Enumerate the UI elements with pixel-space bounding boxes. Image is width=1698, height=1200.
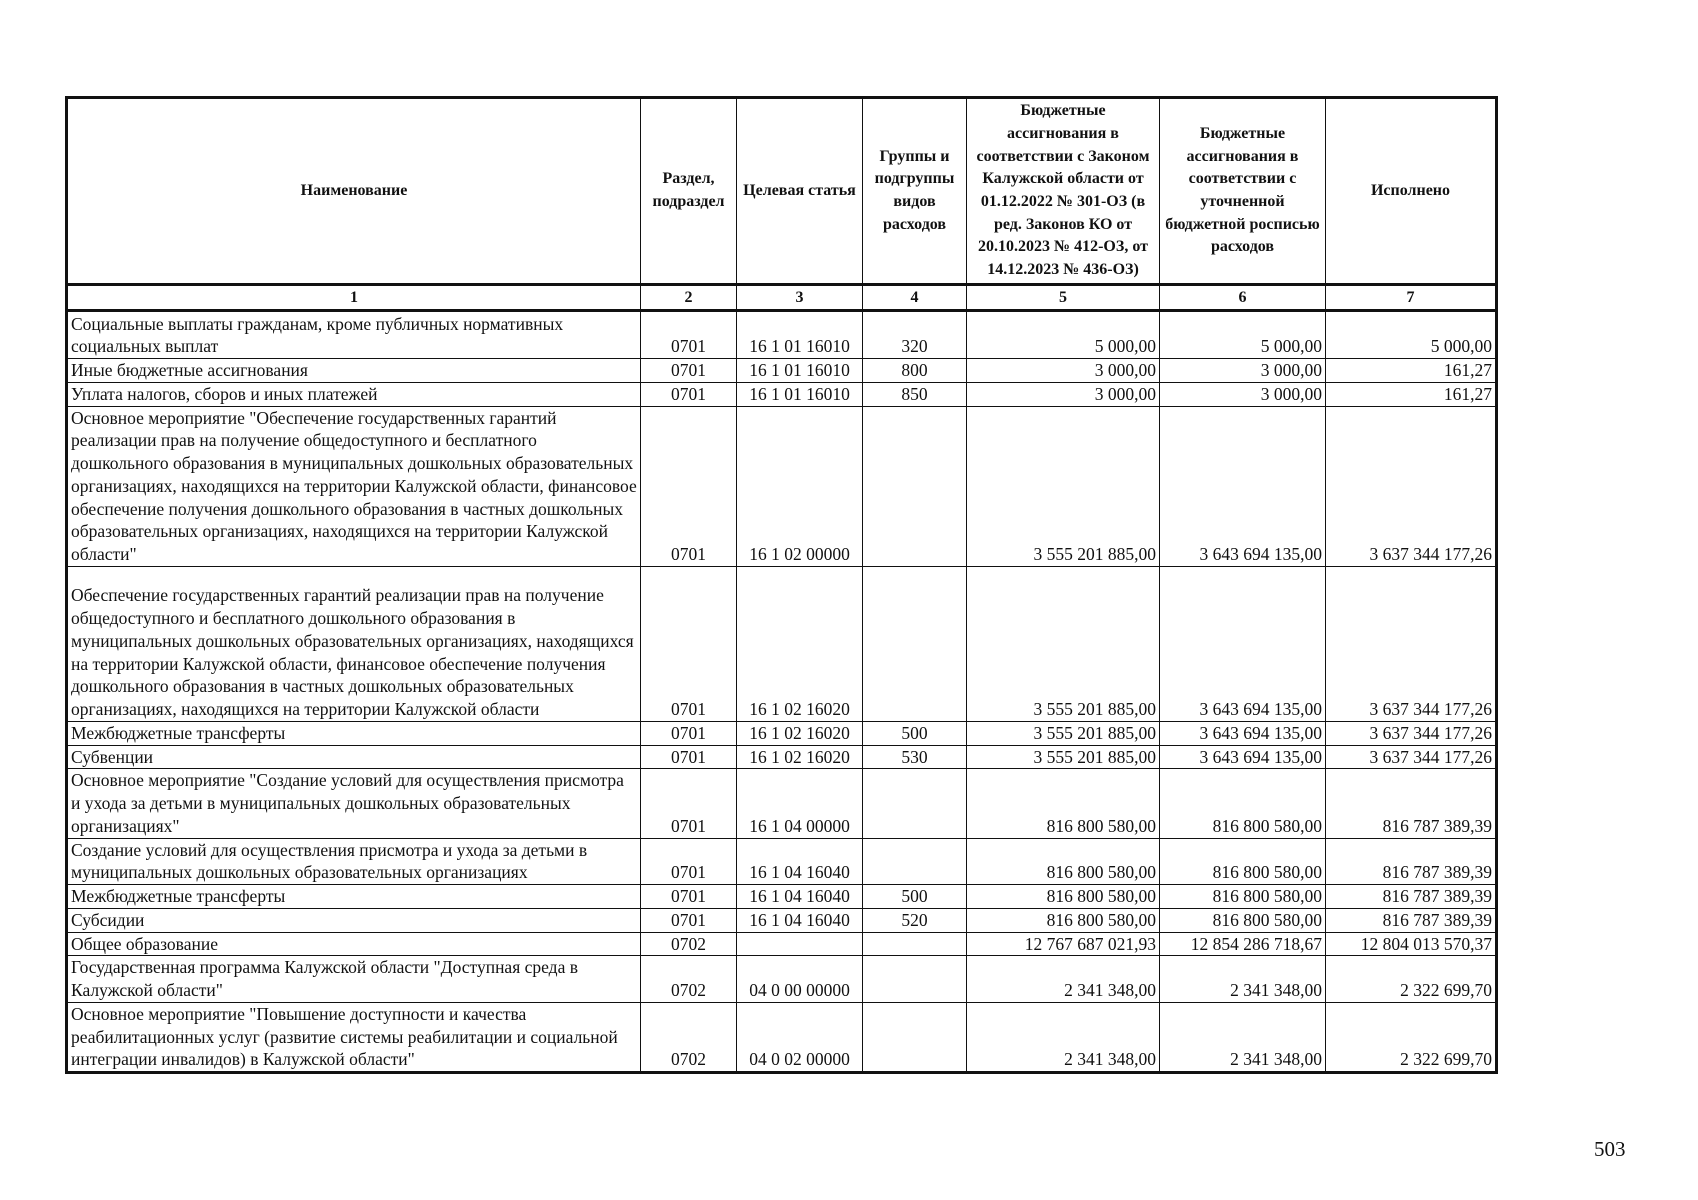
row-refined-amount: 3 643 694 135,00: [1160, 406, 1326, 566]
table-row: [67, 745, 1497, 769]
row-section-code: 0702: [641, 956, 737, 1003]
row-refined-amount: 3 643 694 135,00: [1160, 721, 1326, 745]
row-name: Субсидии: [67, 908, 641, 932]
row-executed-amount: 161,27: [1326, 359, 1497, 383]
row-name: Межбюджетные трансферты: [67, 721, 641, 745]
row-section-code: 0701: [641, 885, 737, 909]
column-number: 6: [1160, 285, 1326, 311]
row-executed-amount: 2 322 699,70: [1326, 956, 1497, 1003]
header-section: Раздел, подраздел: [641, 98, 737, 285]
row-expense-group: [863, 769, 967, 838]
row-law-amount: 2 341 348,00: [967, 956, 1160, 1003]
row-law-amount: 3 555 201 885,00: [967, 566, 1160, 721]
table-row: [67, 838, 1497, 885]
row-target-article: 16 1 01 16010: [737, 359, 863, 383]
row-executed-amount: 816 787 389,39: [1326, 769, 1497, 838]
row-expense-group: [863, 838, 967, 885]
row-expense-group: [863, 956, 967, 1003]
row-law-amount: 3 000,00: [967, 359, 1160, 383]
header-law-allocations: Бюджетные ассигнования в соответствии с Законом Калужской области от 01.12.2022 № 301-ОЗ (в ред. Законов КО от 20.10.2023 № 412-ОЗ, от 14.12.2023 № 436-ОЗ): [967, 98, 1160, 285]
row-section-code: 0701: [641, 838, 737, 885]
row-target-article: 16 1 04 16040: [737, 885, 863, 909]
row-section-code: 0702: [641, 932, 737, 956]
row-target-article: 04 0 02 00000: [737, 1002, 863, 1072]
row-name: Субвенции: [67, 745, 641, 769]
row-executed-amount: 12 804 013 570,37: [1326, 932, 1497, 956]
row-executed-amount: 816 787 389,39: [1326, 908, 1497, 932]
row-refined-amount: 3 643 694 135,00: [1160, 745, 1326, 769]
table-row: [67, 566, 1497, 721]
row-target-article: 16 1 02 16020: [737, 745, 863, 769]
row-name: Межбюджетные трансферты: [67, 885, 641, 909]
row-name: Государственная программа Калужской области "Доступная среда в Калужской области": [67, 956, 641, 1003]
header-refined-allocations: Бюджетные ассигнования в соответствии с уточненной бюджетной росписью расходов: [1160, 98, 1326, 285]
column-number: 3: [737, 285, 863, 311]
row-law-amount: 3 000,00: [967, 382, 1160, 406]
row-executed-amount: 3 637 344 177,26: [1326, 566, 1497, 721]
row-law-amount: 3 555 201 885,00: [967, 406, 1160, 566]
row-section-code: 0701: [641, 359, 737, 383]
row-law-amount: 2 341 348,00: [967, 1002, 1160, 1072]
header-target-article: Целевая статья: [737, 98, 863, 285]
row-expense-group: [863, 1002, 967, 1072]
row-law-amount: 3 555 201 885,00: [967, 721, 1160, 745]
row-section-code: 0701: [641, 721, 737, 745]
row-target-article: 16 1 04 00000: [737, 769, 863, 838]
row-refined-amount: 816 800 580,00: [1160, 908, 1326, 932]
row-law-amount: 816 800 580,00: [967, 838, 1160, 885]
row-law-amount: 12 767 687 021,93: [967, 932, 1160, 956]
row-executed-amount: 816 787 389,39: [1326, 885, 1497, 909]
table-row: [67, 956, 1497, 1003]
table-row: [67, 769, 1497, 838]
row-name: Иные бюджетные ассигнования: [67, 359, 641, 383]
row-name: Основное мероприятие "Повышение доступности и качества реабилитационных услуг (развитие системы реабилитации и социальной интеграции инвалидов) в Калужской области": [67, 1002, 641, 1072]
row-refined-amount: 816 800 580,00: [1160, 838, 1326, 885]
row-target-article: 16 1 01 16010: [737, 382, 863, 406]
row-expense-group: [863, 566, 967, 721]
row-executed-amount: 3 637 344 177,26: [1326, 745, 1497, 769]
table-row: [67, 382, 1497, 406]
row-refined-amount: 2 341 348,00: [1160, 1002, 1326, 1072]
row-expense-group: 520: [863, 908, 967, 932]
row-section-code: 0702: [641, 1002, 737, 1072]
row-executed-amount: 816 787 389,39: [1326, 838, 1497, 885]
row-law-amount: 816 800 580,00: [967, 885, 1160, 909]
row-section-code: 0701: [641, 745, 737, 769]
row-refined-amount: 2 341 348,00: [1160, 956, 1326, 1003]
row-name: Обеспечение государственных гарантий реализации прав на получение общедоступного и бесплатного дошкольного образования в муниципальных дошкольных образовательных организациях, находящихся на территории Калужской области, финансовое обеспечение получения дошкольного образования в частных дошкольных образовательных организациях, находящихся на территории Калужской области: [67, 566, 641, 721]
row-executed-amount: 5 000,00: [1326, 311, 1497, 359]
row-target-article: 16 1 02 00000: [737, 406, 863, 566]
row-executed-amount: 2 322 699,70: [1326, 1002, 1497, 1072]
row-target-article: [737, 932, 863, 956]
header-executed: Исполнено: [1326, 98, 1497, 285]
row-expense-group: 500: [863, 885, 967, 909]
header-expense-group: Группы и подгруппы видов расходов: [863, 98, 967, 285]
row-law-amount: 816 800 580,00: [967, 769, 1160, 838]
row-refined-amount: 5 000,00: [1160, 311, 1326, 359]
column-number: 4: [863, 285, 967, 311]
row-target-article: 16 1 01 16010: [737, 311, 863, 359]
row-expense-group: 320: [863, 311, 967, 359]
row-name: Общее образование: [67, 932, 641, 956]
row-target-article: 16 1 02 16020: [737, 721, 863, 745]
column-number: 5: [967, 285, 1160, 311]
row-expense-group: 800: [863, 359, 967, 383]
table-row: [67, 406, 1497, 566]
column-number: 7: [1326, 285, 1497, 311]
row-executed-amount: 3 637 344 177,26: [1326, 406, 1497, 566]
column-number: 2: [641, 285, 737, 311]
budget-table: [65, 96, 1498, 1074]
row-target-article: 04 0 00 00000: [737, 956, 863, 1003]
row-target-article: 16 1 04 16040: [737, 908, 863, 932]
table-row: [67, 932, 1497, 956]
row-name: Основное мероприятие "Создание условий для осуществления присмотра и ухода за детьми в муниципальных дошкольных образовательных организациях": [67, 769, 641, 838]
row-law-amount: 5 000,00: [967, 311, 1160, 359]
row-refined-amount: 3 643 694 135,00: [1160, 566, 1326, 721]
table-body: [67, 285, 1497, 1073]
row-refined-amount: 3 000,00: [1160, 359, 1326, 383]
row-refined-amount: 816 800 580,00: [1160, 769, 1326, 838]
row-executed-amount: 3 637 344 177,26: [1326, 721, 1497, 745]
row-target-article: 16 1 02 16020: [737, 566, 863, 721]
table-row: [67, 721, 1497, 745]
table-header: [67, 98, 1497, 285]
budget-table-wrapper: [65, 96, 1498, 1074]
row-section-code: 0701: [641, 769, 737, 838]
row-executed-amount: 161,27: [1326, 382, 1497, 406]
row-expense-group: [863, 406, 967, 566]
row-section-code: 0701: [641, 406, 737, 566]
row-law-amount: 3 555 201 885,00: [967, 745, 1160, 769]
table-row: [67, 885, 1497, 909]
table-row: [67, 359, 1497, 383]
row-expense-group: 500: [863, 721, 967, 745]
row-section-code: 0701: [641, 908, 737, 932]
row-name: Основное мероприятие "Обеспечение государственных гарантий реализации прав на получение общедоступного и бесплатного дошкольного образования в муниципальных дошкольных образовательных организациях, находящихся на территории Калужской области, финансовое обеспечение получения дошкольного образования в частных дошкольных образовательных организациях, находящихся на территории Калужской области": [67, 406, 641, 566]
row-section-code: 0701: [641, 566, 737, 721]
table-row: [67, 311, 1497, 359]
row-refined-amount: 816 800 580,00: [1160, 885, 1326, 909]
row-refined-amount: 3 000,00: [1160, 382, 1326, 406]
row-refined-amount: 12 854 286 718,67: [1160, 932, 1326, 956]
row-expense-group: [863, 932, 967, 956]
row-law-amount: 816 800 580,00: [967, 908, 1160, 932]
row-section-code: 0701: [641, 382, 737, 406]
row-expense-group: 850: [863, 382, 967, 406]
row-target-article: 16 1 04 16040: [737, 838, 863, 885]
row-name: Социальные выплаты гражданам, кроме публичных нормативных социальных выплат: [67, 311, 641, 359]
table-row: [67, 1002, 1497, 1072]
row-expense-group: 530: [863, 745, 967, 769]
row-name: Создание условий для осуществления присмотра и ухода за детьми в муниципальных дошкольных образовательных организациях: [67, 838, 641, 885]
header-row: [67, 98, 1497, 285]
column-number: 1: [67, 285, 641, 311]
row-name: Уплата налогов, сборов и иных платежей: [67, 382, 641, 406]
table-row: [67, 908, 1497, 932]
page-number: 503: [1594, 1137, 1626, 1161]
row-section-code: 0701: [641, 311, 737, 359]
header-name: Наименование: [67, 98, 641, 285]
column-number-row: [67, 285, 1497, 311]
